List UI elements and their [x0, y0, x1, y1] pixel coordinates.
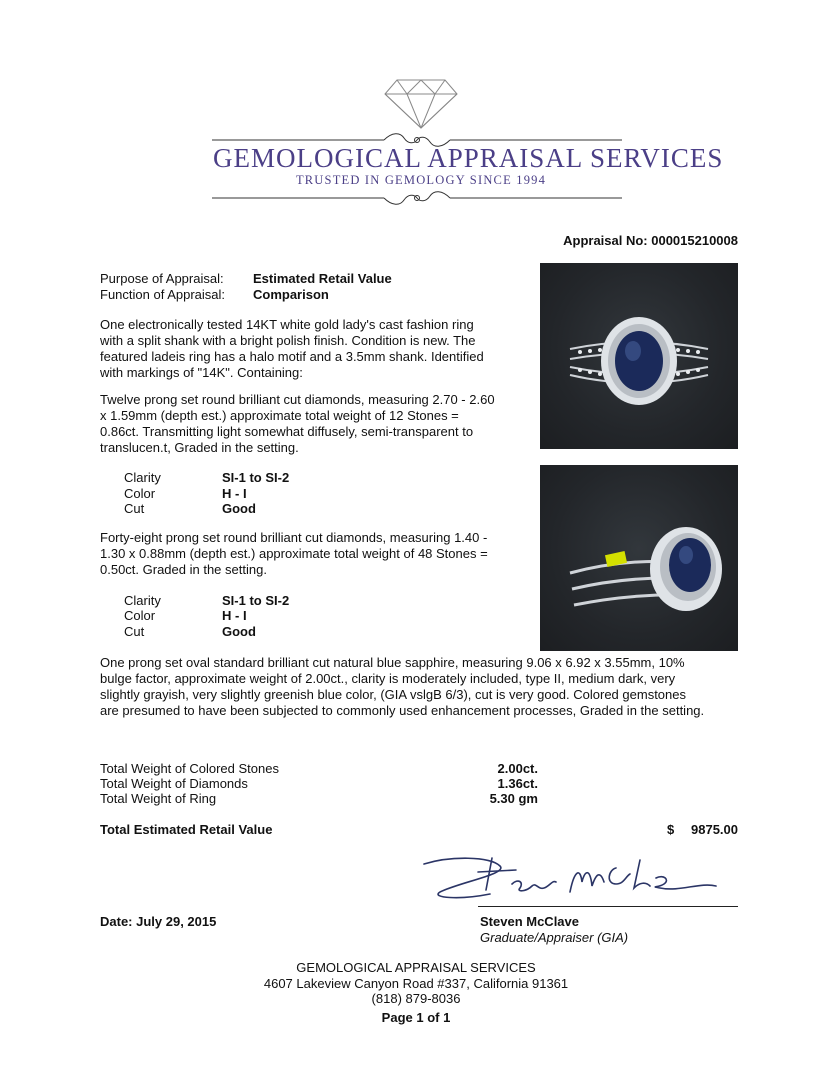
- bottom-ornament-rule: [212, 188, 622, 208]
- ring-photo-side: [540, 465, 738, 651]
- company-name: GEMOLOGICAL APPRAISAL SERVICES: [213, 143, 724, 173]
- ring-photo-top: [540, 263, 738, 449]
- appraiser-title: Graduate/Appraiser (GIA): [480, 930, 629, 945]
- total-value: 2.00ct.: [497, 761, 538, 776]
- ring-side-view-image: [540, 465, 738, 651]
- grade-value: SI-1 to SI-2: [222, 593, 290, 608]
- sapphire-description: One prong set oval standard brilliant cut natural blue sapphire, measuring 9.06 x 6.92 x 3.55mm, 10% bulge factor, approximate weight of 2.00ct., clarity is moderately included, type II, medium dark, very slightly grayish, very slightly greenish blue color, (GIA vslgB 6/3), cut is very good. Colored gemstones are presumed to have been subjected to commonly used enhancement processes, Graded in the setting.: [100, 655, 705, 718]
- grade-label: Cut: [124, 501, 145, 516]
- appraiser-name: Steven McClave: [480, 914, 579, 929]
- purpose-value: Estimated Retail Value: [253, 271, 392, 286]
- function-value: Comparison: [253, 287, 329, 302]
- grade-value: H - I: [222, 608, 247, 623]
- grade-label: Cut: [124, 624, 145, 639]
- grade-label: Color: [124, 486, 156, 501]
- total-label: Total Weight of Diamonds: [100, 776, 248, 791]
- item-description: One electronically tested 14KT white gold lady's cast fashion ring with a split shank with a bright polish finish. Condition is new. The featured ladeis ring has a halo motif and a 3.5mm shank. Identified with markings of "14K". Containing:: [100, 317, 484, 380]
- function-label: Function of Appraisal:: [100, 287, 226, 302]
- appraisal-date: Date: July 29, 2015: [100, 914, 217, 929]
- total-label: Total Weight of Ring: [100, 791, 217, 806]
- footer-phone: (818) 879-8036: [371, 991, 461, 1006]
- footer-company: GEMOLOGICAL APPRAISAL SERVICES: [296, 960, 536, 975]
- appraiser-signature: [420, 852, 720, 906]
- grade-label: Clarity: [124, 470, 161, 485]
- signature-line: [478, 906, 738, 907]
- grade-value: SI-1 to SI-2: [222, 470, 290, 485]
- appraisal-number: Appraisal No: 000015210008: [563, 233, 738, 248]
- grade-label: Clarity: [124, 593, 161, 608]
- stone-group-1-text: Twelve prong set round brilliant cut diamonds, measuring 2.70 - 2.60 x 1.59mm (depth est.) approximate total weight of 12 Stones = 0.86ct. Transmitting light somewhat diffusely, semi-transparent to translucen.t, Graded in the setting.: [100, 392, 495, 455]
- total-label: Total Weight of Colored Stones: [100, 761, 279, 776]
- ring-top-view-image: [540, 263, 738, 449]
- page-number: Page 1 of 1: [381, 1010, 451, 1025]
- grade-value: Good: [222, 501, 256, 516]
- stone-group-2-text: Forty-eight prong set round brilliant cut diamonds, measuring 1.40 - 1.30 x 0.88mm (depth est.) approximate total weight of 48 Stones = 0.50ct. Graded in the setting.: [100, 530, 488, 577]
- retail-value-amount: 9875.00: [691, 822, 738, 837]
- grade-value: H - I: [222, 486, 247, 501]
- grade-value: Good: [222, 624, 256, 639]
- total-value: 1.36ct.: [497, 776, 538, 791]
- company-tagline: TRUSTED IN GEMOLOGY SINCE 1994: [295, 173, 547, 187]
- purpose-label: Purpose of Appraisal:: [100, 271, 224, 286]
- footer-address: 4607 Lakeview Canyon Road #337, California 91361: [263, 976, 569, 991]
- retail-value-label: Total Estimated Retail Value: [100, 822, 273, 837]
- currency-symbol: $: [667, 822, 675, 837]
- diamond-icon: [383, 78, 459, 130]
- grade-label: Color: [124, 608, 156, 623]
- total-value: 5.30 gm: [489, 791, 538, 806]
